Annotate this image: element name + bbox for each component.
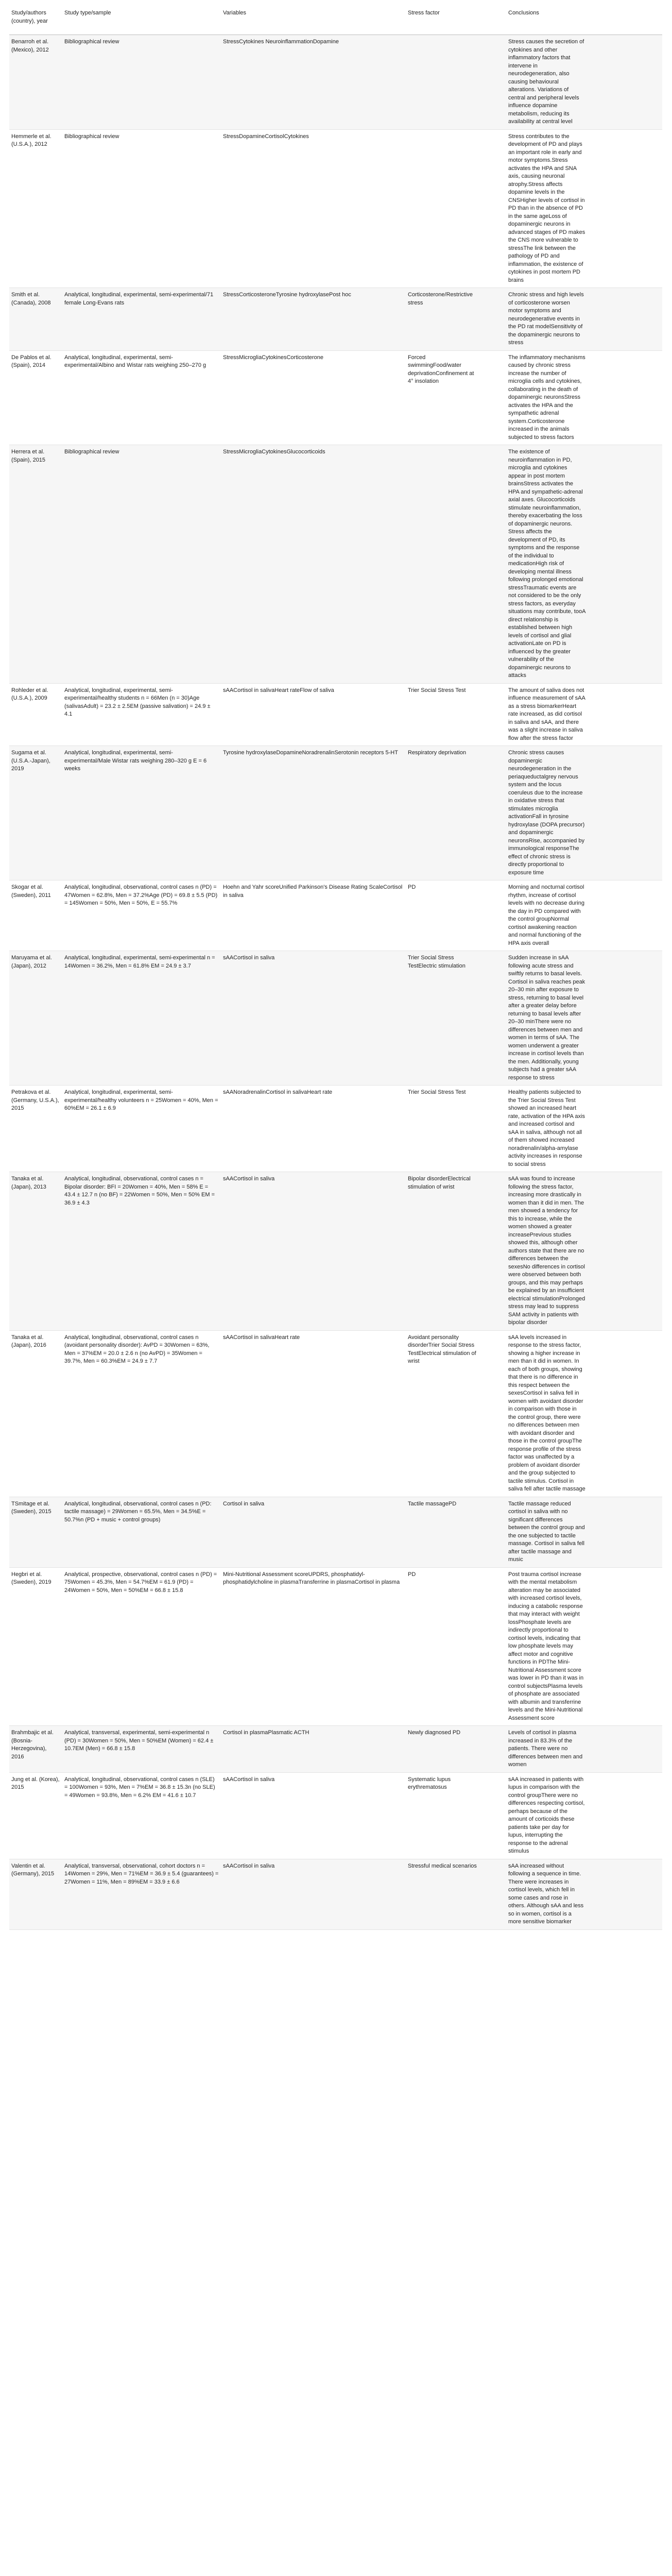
cell-conclusions: [506, 445, 662, 684]
conclusions-text: The existence of neuroinflammation in PD, microglia and cytokines appear in post mortem brainsStress activates the HPA and sympathetic-adrenal axial axes. Glucocorticoids stimulate neuroinflammation, thereby exacerbating the loss of dopaminergic neurons. Stress affects the development of PD, its symptoms and the response of the individual to medicationHigh risk of developing mental illness following prolonged emotional stressTraumatic events are not considered to be the only stress factors, as everyday situations may contribute, tooA direct relationship is established between high levels of cortisol and glial activationLate on PD is influenced by the greater vulnerability of the dopaminergic neurons to attacks: [508, 449, 585, 679]
conclusions-text: Post trauma cortisol increase with the mental metabolism alteration may be associated with increased cortisol levels, inducing a catabolic response that may interact with weight lossPhosphate levels are indirectly proportional to cortisol levels, indicating that low phosphate levels may affect motor and cognitive functions in PDThe Mini-Nutritional Assessment score was lower in PD than it was in control subjectsPlasma levels of phosphate are associated with albumin and transferrine levels and the Mini-Nutritional Assessment score: [508, 1571, 584, 1721]
variables-text: sAACortisol in salivaHeart rate: [223, 1334, 300, 1341]
cell-stress: [406, 1726, 506, 1773]
stress-text: Corticosterone/Restrictive stress: [408, 292, 473, 306]
cell-stress: [406, 1086, 506, 1172]
cell-variables: [221, 746, 406, 880]
cell-conclusions: [506, 1330, 662, 1497]
stress-text: PD: [408, 884, 416, 890]
cell-type: [62, 445, 221, 684]
variables-text: sAACortisol in saliva: [223, 1176, 275, 1182]
stress-text: Stressful medical scenarios: [408, 1862, 477, 1869]
conclusions-text: sAA was found to increase following the stress factor, increasing more drastically in women than it did in men. The men showed a tendency for this to increase, while the women showed a greater increasePrevious studies showed this, although other authors state that there are no differences between the sexesNo differences in cortisol were observed between both groups, and this may perhaps be explained by an insufficient electrical stimulationProlonged stress may lead to suppress SAM activity in patients with bipolar disorder: [508, 1176, 585, 1326]
type-text: Analytical, longitudinal, experimental, semi-experimental/Male Wistar rats weighing 280–320 g E = 6 weeks: [64, 750, 207, 772]
cell-type: [62, 350, 221, 445]
type-text: Analytical, transversal, observational, cohort doctors n = 14Women = 29%, Men = 71%EM = 36.9 ± 5.4 (guarantees) = 27Women = 11%, Men = 89%EM = 33.9 ± 6.6: [64, 1862, 219, 1885]
table-row: [9, 1086, 662, 1172]
cell-study: [9, 1772, 62, 1859]
cell-study: [9, 1172, 62, 1331]
cell-type: [62, 129, 221, 288]
cell-type: [62, 288, 221, 351]
cell-variables: [221, 350, 406, 445]
cell-study: [9, 1859, 62, 1929]
table-row: [9, 1726, 662, 1773]
conclusions-text: sAA increased without following a sequence in time. There were increases in cortisol levels, which fell in some cases and rose in others. Although sAA and less so in women, cortisol is a more sensitive biomarker: [508, 1862, 584, 1925]
variables-text: sAACortisol in saliva: [223, 955, 275, 961]
type-text: Analytical, longitudinal, observational, control cases n (PD: tactile massage) = 29Women = 65.5%, Men = 34.5%E = 50.7%n (PD + music + control groups): [64, 1500, 212, 1523]
header-conclusions: Conclusions: [506, 2, 662, 35]
type-text: Analytical, longitudinal, observational, control cases n = Bipolar disorder: BFI = 20Women = 40%, Men = 58% E = 43.4 ± 12.7 n (no BF) = 22Women = 50%, Men = 50% EM = 36.9 ± 4.3: [64, 1176, 215, 1206]
table-row: [9, 880, 662, 951]
conclusions-text: Tactile massage reduced cortisol in saliva with no significant differences between the control group and the one subjected to tactile massage. Cortisol in saliva fell after tactile massage and music: [508, 1500, 585, 1563]
cell-conclusions: [506, 951, 662, 1086]
table-row: [9, 1859, 662, 1929]
cell-variables: [221, 1772, 406, 1859]
conclusions-text: Sudden increase in sAA following acute stress and swiftly returns to basal levels. Cortisol in saliva reaches peak 20–30 min after exposure to stress, returning to basal level after a greater delay before returning to basal levels after 20–30 minThere were no differences between men and women in terms of sAA. The women underwent a greater increase in cortisol levels than the men. Additionally, young subjects had a greater sAA response to stress: [508, 955, 585, 1081]
cell-conclusions: [506, 350, 662, 445]
study-text: Hemmerle et al. (U.S.A.), 2012: [11, 133, 51, 147]
stress-text: Systematic lupus erythrematosus: [408, 1776, 451, 1790]
cell-type: [62, 35, 221, 130]
cell-study: [9, 951, 62, 1086]
study-text: Tanaka et al. (Japan), 2016: [11, 1334, 46, 1348]
table-row: [9, 746, 662, 880]
study-text: Benarroh et al.(Mexico), 2012: [11, 39, 49, 53]
type-text: Analytical, transversal, experimental, semi-experimental n (PD) = 30Women = 50%, Men = 50%EM (Women) = 62.4 ± 10.7EM (Men) = 66.8 ± 15.8: [64, 1730, 214, 1752]
cell-variables: [221, 1497, 406, 1567]
type-text: Analytical, longitudinal, experimental, semi-experimental/71 female Long-Evans rats: [64, 292, 214, 306]
table-row: [9, 683, 662, 746]
variables-text: sAACortisol in saliva: [223, 1862, 275, 1869]
table-row: [9, 1772, 662, 1859]
variables-text: sAACortisol in salivaHeart rateFlow of saliva: [223, 687, 334, 693]
type-text: Analytical, longitudinal, observational, control cases n (SLE) = 100Women = 93%, Men = 7%EM = 36.8 ± 15.3n (no SLE) = 49Women = 93.8%, Men = 6.2% EM = 41.6 ± 10.7: [64, 1776, 215, 1799]
cell-study: [9, 880, 62, 951]
conclusions-text: The amount of saliva does not influence measurement of sAA as a stress biomarkerHeart rate increased, as did cortisol in saliva and sAA, and there was a slight increase in saliva flow after the stress factor: [508, 687, 585, 741]
conclusions-text: Levels of cortisol in plasma increased in 83.3% of the patients. There were no differences between men and women: [508, 1730, 583, 1768]
cell-type: [62, 1726, 221, 1773]
variables-text: StressDopamineCortisolCytokines: [223, 133, 309, 140]
stress-text: PD: [408, 1571, 416, 1578]
study-text: Petrakova et al. (Germany, U.S.A.), 2015: [11, 1089, 59, 1111]
cell-stress: [406, 350, 506, 445]
stress-text: Bipolar disorderElectrical stimulation of wrist: [408, 1176, 471, 1190]
cell-stress: [406, 1859, 506, 1929]
stress-text: Trier Social Stress Test: [408, 687, 466, 693]
cell-stress: [406, 951, 506, 1086]
cell-variables: [221, 951, 406, 1086]
variables-text: Cortisol in plasmaPlasmatic ACTH: [223, 1730, 309, 1736]
table-row: [9, 951, 662, 1086]
cell-stress: [406, 1567, 506, 1726]
study-text: Hegbri et al. (Sweden), 2019: [11, 1571, 51, 1585]
cell-conclusions: [506, 746, 662, 880]
cell-stress: [406, 288, 506, 351]
cell-conclusions: [506, 880, 662, 951]
table-row: [9, 1497, 662, 1567]
variables-text: Cortisol in saliva: [223, 1500, 265, 1507]
conclusions-text: sAA increased in patients with lupus in comparison with the control groupThere were no differences respecting cortisol, perhaps because of the amount of corticoids these patients take per day for lupus, interrupting the response to the adrenal stimulus: [508, 1776, 585, 1854]
cell-type: [62, 1330, 221, 1497]
type-text: Analytical, prospective, observational, control cases n (PD) = 75Women = 45.3%, Men = 54.7%EM = 61.9 (PD) = 24Women = 50%, Men = 50%EM = 66.8 ± 15.8: [64, 1571, 217, 1594]
cell-variables: [221, 35, 406, 130]
cell-conclusions: [506, 1567, 662, 1726]
table-row: [9, 1330, 662, 1497]
study-text: Valentin et al. (Germany), 2015: [11, 1862, 55, 1877]
cell-variables: [221, 683, 406, 746]
header-type: Study type/sample: [62, 2, 221, 35]
cell-study: [9, 35, 62, 130]
type-text: Analytical, longitudinal, observational, control cases n (avoidant personality disorder): AvPD = 30Women = 63%, Men = 37%EM = 20.0 ± 2.6 n (no AvPD) = 35Women = 39.7%, Men = 60.3%EM = 24.9 ± 7.7: [64, 1334, 210, 1364]
cell-conclusions: [506, 1859, 662, 1929]
cell-study: [9, 1497, 62, 1567]
variables-text: Tyrosine hydroxylaseDopamineNoradrenalinSerotonin receptors 5-HT: [223, 750, 398, 756]
cell-study: [9, 1086, 62, 1172]
cell-stress: [406, 35, 506, 130]
conclusions-text: Stress causes the secretion of cytokines and other inflammatory factors that intervene in neurodegeneration, also causing behavioural alterations. Variations of central and peripheral levels influence dopamine metabolism, reducing its availability at central level: [508, 39, 584, 125]
cell-variables: [221, 1330, 406, 1497]
cell-type: [62, 683, 221, 746]
study-text: Rohleder et al. (U.S.A.), 2009: [11, 687, 48, 701]
cell-study: [9, 1726, 62, 1773]
stress-text: Respiratory deprivation: [408, 750, 467, 756]
cell-variables: [221, 1086, 406, 1172]
cell-variables: [221, 1726, 406, 1773]
study-text: Smith et al. (Canada), 2008: [11, 292, 51, 306]
cell-stress: [406, 129, 506, 288]
type-text: Analytical, longitudinal, experimental, semi-experimental/healthy students n = 66Men (n = 30)Age (salivasAdult) = 23.2 ± 2.5EM (passive salivation) = 24.9 ± 4.1: [64, 687, 211, 717]
cell-stress: [406, 880, 506, 951]
variables-text: sAANoradrenalinCortisol in salivaHeart rate: [223, 1089, 333, 1095]
cell-study: [9, 1330, 62, 1497]
conclusions-text: Morning and nocturnal cortisol rhythm, increase of cortisol levels with no decrease during the day in PD compared with the control groupNormal cortisol awakening reaction and normal functioning of the HPA axis overall: [508, 884, 584, 946]
cell-variables: [221, 1859, 406, 1929]
cell-conclusions: [506, 288, 662, 351]
cell-study: [9, 129, 62, 288]
cell-conclusions: [506, 35, 662, 130]
cell-variables: [221, 288, 406, 351]
study-text: Skogar et al. (Sweden), 2011: [11, 884, 51, 899]
conclusions-text: The inflammatory mechanisms caused by chronic stress increase the number of microglia cells and cytokines, collaborating in the death of dopaminergic neuronsStress activates the HPA and the sympathetic adrenal system.Corticosterone increased in the animals subjected to stress factors: [508, 354, 585, 440]
cell-study: [9, 350, 62, 445]
cell-type: [62, 1172, 221, 1331]
cell-variables: [221, 1172, 406, 1331]
cell-stress: [406, 1330, 506, 1497]
table-body: [9, 35, 662, 1930]
cell-conclusions: [506, 1497, 662, 1567]
cell-conclusions: [506, 129, 662, 288]
variables-text: sAACortisol in saliva: [223, 1776, 275, 1783]
variables-text: StressCorticosteroneTyrosine hydroxylasePost hoc: [223, 292, 351, 298]
cell-variables: [221, 880, 406, 951]
variables-text: StressMicrogliaCytokinesGlucocorticoids: [223, 449, 325, 455]
conclusions-text: Stress contributes to the development of PD and plays an important role in early and motor symptoms.Stress activates the HPA and SNA axis, causing neuronal atrophy.Stress affects dopamine levels in the CNSHigher levels of cortisol in PD than in the absence of PD in the same ageLoss of dopaminergic neurons in advanced stages of PD makes the CNS more vulnerable to stressThe link between the pathology of PD and inflammation, the existence of cytokines in post mortem PD brains: [508, 133, 585, 283]
cell-type: [62, 1567, 221, 1726]
variables-text: Hoehn and Yahr scoreUnified Parkinson's Disease Rating ScaleCortisol in saliva: [223, 884, 403, 899]
table-header: [9, 2, 662, 35]
header-stress: Stress factor: [406, 2, 506, 35]
variables-text: Mini-Nutritional Assessment scoreUPDRS, phosphatidyl-phosphatidylcholine in plasmaTransferrine in plasmaCortisol in plasma: [223, 1571, 400, 1585]
study-text: De Pablos et al. (Spain), 2014: [11, 354, 51, 368]
study-text: Sugama et al. (U.S.A.-Japan), 2019: [11, 750, 50, 772]
cell-study: [9, 746, 62, 880]
cell-type: [62, 1859, 221, 1929]
cell-type: [62, 880, 221, 951]
cell-stress: [406, 1172, 506, 1331]
stress-text: Avoidant personality disorderTrier Social Stress TestElectrical stimulation of wrist: [408, 1334, 476, 1364]
cell-type: [62, 951, 221, 1086]
header-study: Study/authors (country), year: [9, 2, 62, 35]
stress-text: Trier Social Stress Test: [408, 1089, 466, 1095]
variables-text: StressMicrogliaCytokinesCorticosterone: [223, 354, 324, 361]
header-row: [9, 2, 662, 35]
cell-variables: [221, 129, 406, 288]
conclusions-text: Chronic stress and high levels of corticosterone worsen motor symptoms and neurodegenerative events in the PD rat modelSensitivity of the dopaminergic neurons to stress: [508, 292, 584, 346]
cell-type: [62, 1772, 221, 1859]
cell-variables: [221, 445, 406, 684]
type-text: Bibliographical review: [64, 449, 119, 455]
conclusions-text: sAA levels increased in response to the stress factor, showing a higher increase in men than it did in women. In each of both groups, showing that there is no difference in this respect between the sexesCortisol in saliva fell in women with avoidant disorder in comparison with those in the control group, there were no differences between men with avoidant disorder and those in the control groupThe response profile of the stress factor was unaffected by a problem of avoidant disorder and the group subjected to tactile stimulus. Cortisol in saliva fell after tactile massage: [508, 1334, 585, 1492]
cell-stress: [406, 746, 506, 880]
cell-stress: [406, 445, 506, 684]
cell-type: [62, 746, 221, 880]
cell-variables: [221, 1567, 406, 1726]
type-text: Analytical, longitudinal, experimental, semi-experimental/healthy volunteers n = 25Women = 40%, Men = 60%EM = 26.1 ± 6.9: [64, 1089, 218, 1111]
study-text: Jung et al. (Korea), 2015: [11, 1776, 60, 1790]
study-text: Brahmbajic et al. (Bosnia-Herzegovina), 2016: [11, 1730, 54, 1760]
cell-study: [9, 1567, 62, 1726]
stress-text: Newly diagnosed PD: [408, 1730, 461, 1736]
cell-stress: [406, 683, 506, 746]
cell-stress: [406, 1772, 506, 1859]
stress-text: Forced swimmingFood/water deprivationConfinement at 4° insolation: [408, 354, 474, 384]
cell-conclusions: [506, 1086, 662, 1172]
cell-study: [9, 445, 62, 684]
type-text: Analytical, longitudinal, experimental, semi-experimental n = 14Women = 36.2%, Men = 61.8% EM = 24.9 ± 3.7: [64, 955, 215, 969]
cell-stress: [406, 1497, 506, 1567]
cell-conclusions: [506, 683, 662, 746]
cell-study: [9, 683, 62, 746]
variables-text: StressCytokines NeuroinflammationDopamine: [223, 39, 339, 45]
table-row: [9, 35, 662, 130]
cell-conclusions: [506, 1772, 662, 1859]
table-row: [9, 129, 662, 288]
table-row: [9, 445, 662, 684]
header-variables: Variables: [221, 2, 406, 35]
stress-text: Tactile massagePD: [408, 1500, 457, 1507]
table-row: [9, 350, 662, 445]
table-row: [9, 1567, 662, 1726]
study-text: Maruyama et al. (Japan), 2012: [11, 955, 52, 969]
study-text: TSmitage et al. (Sweden), 2015: [11, 1500, 51, 1515]
conclusions-text: Chronic stress causes dopaminergic neurodegeneration in the periaqueductalgrey nervous system and the locus coeruleus due to the increase in oxidative stress that stimulates microglia activationFall in tyrosine hydroxylase (DOPA precursor) and dopaminergic neuronsRise, accompanied by immunological responseThe effect of chronic stress is directly proportional to exposure time: [508, 750, 585, 876]
studies-table: [9, 2, 662, 1930]
table-row: [9, 288, 662, 351]
study-text: Herrera et al. (Spain), 2015: [11, 449, 46, 463]
table-row: [9, 1172, 662, 1331]
cell-study: [9, 288, 62, 351]
type-text: Analytical, longitudinal, experimental, semi-experimental/Albino and Wistar rats weighing 250–270 g: [64, 354, 206, 368]
type-text: Analytical, longitudinal, observational, control cases n (PD) = 47Women = 62.8%, Men = 37.2%Age (PD) = 69.8 ± 5.5 (PD) = 145Women = 50%, Men = 50%, E = 55.7%: [64, 884, 218, 906]
cell-conclusions: [506, 1726, 662, 1773]
conclusions-text: Healthy patients subjected to the Trier Social Stress Test showed an increased heart rate, activation of the HPA axis and increased cortisol and sAA in saliva, although not all of them showed increased noradrenalin/alpha-amylase activity increases in response to social stress: [508, 1089, 585, 1167]
type-text: Bibliographical review: [64, 133, 119, 140]
cell-conclusions: [506, 1172, 662, 1331]
stress-text: Trier Social Stress TestElectric stimulation: [408, 955, 466, 969]
cell-type: [62, 1086, 221, 1172]
cell-type: [62, 1497, 221, 1567]
type-text: Bibliographical review: [64, 39, 119, 45]
study-text: Tanaka et al. (Japan), 2013: [11, 1176, 46, 1190]
